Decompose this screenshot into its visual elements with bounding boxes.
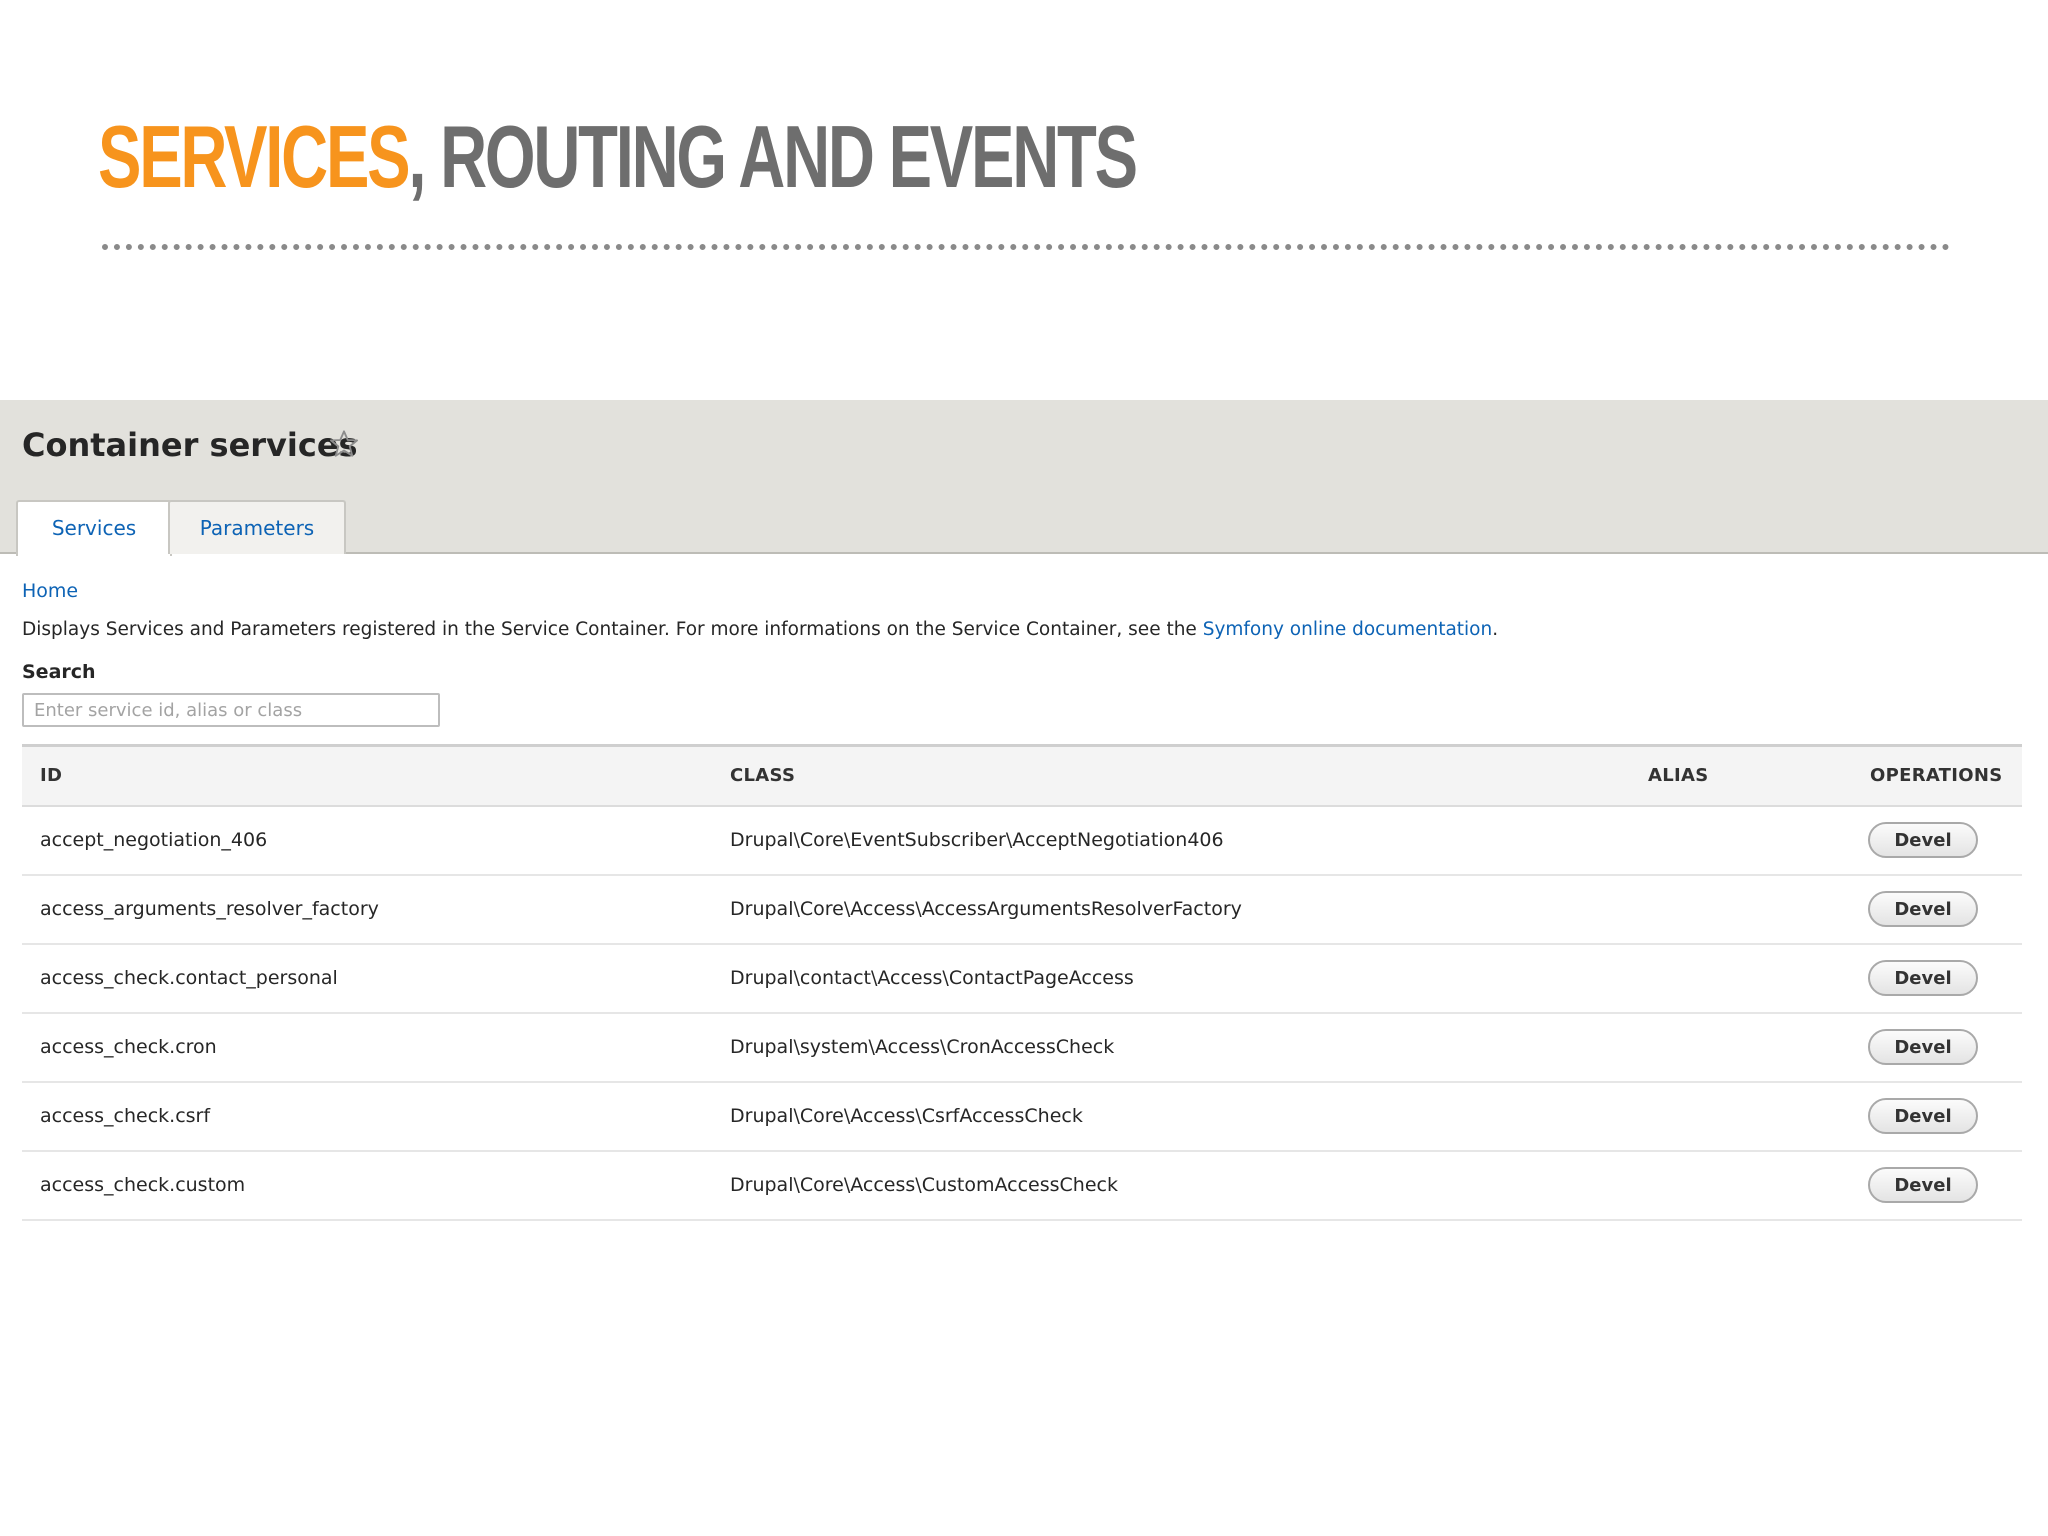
dotted-divider	[102, 244, 1950, 250]
service-id: access_check.cron	[40, 1036, 217, 1058]
page-title: Container services	[22, 426, 358, 464]
column-header-id[interactable]: ID	[40, 765, 63, 787]
page-header	[0, 400, 2048, 554]
service-alias	[1630, 875, 1852, 944]
search-label: Search	[22, 661, 96, 683]
services-table	[22, 744, 2022, 1221]
service-class: Drupal\Core\Access\CustomAccessCheck	[730, 1174, 1118, 1196]
service-class: Drupal\Core\Access\AccessArgumentsResolverFactory	[730, 898, 1242, 920]
service-alias	[1630, 944, 1852, 1013]
service-id: access_arguments_resolver_factory	[40, 898, 379, 920]
service-operations	[1852, 806, 2022, 875]
service-operations	[1852, 1082, 2022, 1151]
service-alias	[1630, 1151, 1852, 1220]
service-operations	[1852, 875, 2022, 944]
tab-parameters[interactable]: Parameters	[168, 500, 346, 554]
table-row	[22, 1082, 2022, 1151]
search-input[interactable]	[22, 693, 440, 727]
column-header-alias[interactable]: ALIAS	[1648, 765, 1709, 787]
service-class: Drupal\contact\Access\ContactPageAccess	[730, 967, 1134, 989]
slide-title-rest: , ROUTING AND EVENTS	[408, 107, 1136, 206]
slide-title	[98, 102, 1136, 212]
service-alias	[1630, 1013, 1852, 1082]
service-id: access_check.csrf	[40, 1105, 211, 1127]
description-end: .	[1492, 619, 1499, 640]
drupal-screenshot	[0, 400, 2048, 1536]
column-header-operations: OPERATIONS	[1870, 765, 2003, 787]
table-row	[22, 806, 2022, 875]
star-outline-icon[interactable]	[328, 428, 360, 460]
service-alias	[1630, 806, 1852, 875]
devel-button[interactable]: Devel	[1868, 960, 1978, 996]
service-operations	[1852, 1151, 2022, 1220]
table-row	[22, 944, 2022, 1013]
service-class: Drupal\Core\Access\CsrfAccessCheck	[730, 1105, 1083, 1127]
devel-button[interactable]: Devel	[1868, 822, 1978, 858]
devel-button[interactable]: Devel	[1868, 1167, 1978, 1203]
service-class: Drupal\system\Access\CronAccessCheck	[730, 1036, 1115, 1058]
table-row	[22, 1151, 2022, 1220]
service-alias	[1630, 1082, 1852, 1151]
table-row	[22, 1013, 2022, 1082]
table-header-row	[22, 746, 2022, 806]
service-id: accept_negotiation_406	[40, 829, 268, 851]
symfony-docs-link[interactable]: Symfony online documentation	[1202, 619, 1493, 640]
description-text: Displays Services and Parameters registered in the Service Container. For more informations on the Service Container, see the	[22, 619, 1203, 640]
devel-button[interactable]: Devel	[1868, 1029, 1978, 1065]
service-operations	[1852, 944, 2022, 1013]
service-id: access_check.custom	[40, 1174, 246, 1196]
page-description	[22, 619, 1498, 640]
devel-button[interactable]: Devel	[1868, 1098, 1978, 1134]
table-row	[22, 875, 2022, 944]
slide-title-accent: SERVICES	[98, 107, 409, 206]
service-id: access_check.contact_personal	[40, 967, 338, 989]
devel-button[interactable]: Devel	[1868, 891, 1978, 927]
column-header-class[interactable]: CLASS	[730, 765, 796, 787]
breadcrumb-home[interactable]: Home	[22, 580, 79, 602]
tab-services[interactable]: Services	[16, 500, 172, 556]
service-class: Drupal\Core\EventSubscriber\AcceptNegotiation406	[730, 829, 1224, 851]
service-operations	[1852, 1013, 2022, 1082]
